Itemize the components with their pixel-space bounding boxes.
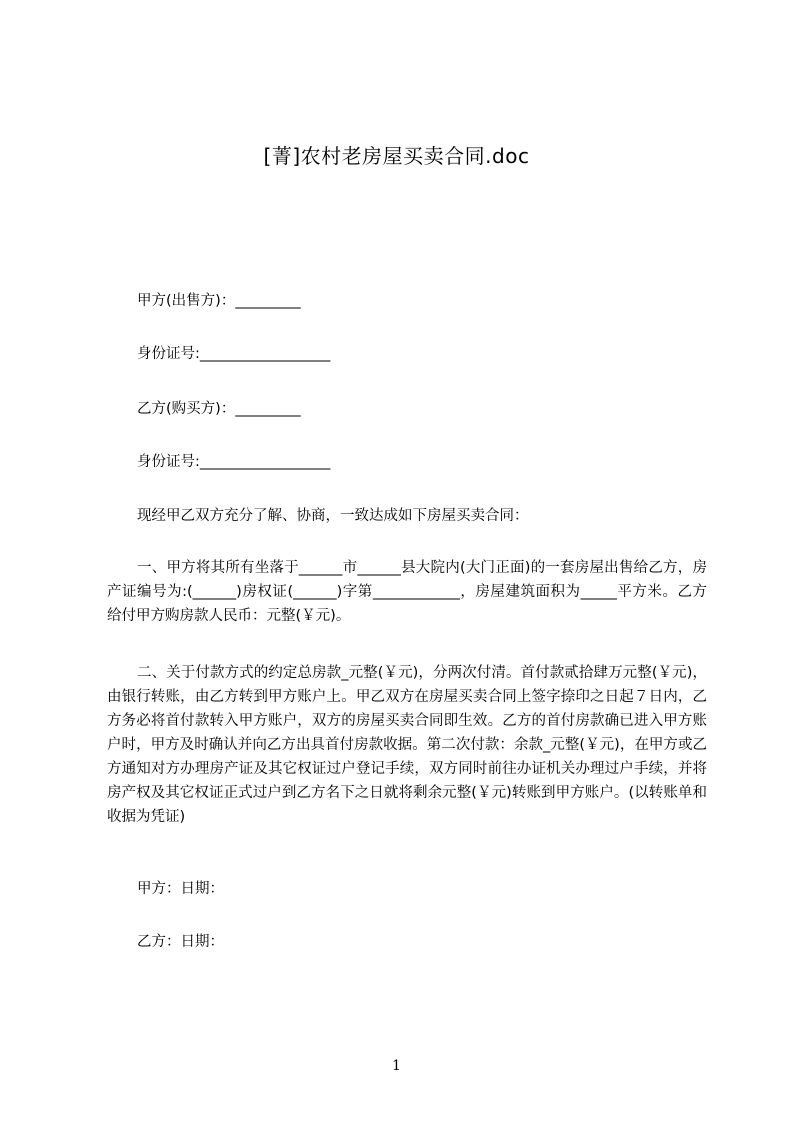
party-b-signature-line: 乙方：日期： — [137, 934, 224, 950]
party-b-id-line: 身份证号:__________________ — [137, 454, 331, 470]
clause-1-paragraph: 一、甲方将其所有坐落于______市______县大院内(大门正面)的一套房屋出售给乙方，房产证编号为:(______)房权证(______)字第____________，房屋建筑面积为_____平方米。乙方给付甲方购房款人民币：元整(￥元)。 — [107, 560, 707, 624]
clause-2-paragraph: 二、关于付款方式的约定总房款_元整(￥元)，分两次付清。首付款贰拾肆万元整(￥元)，由银行转账，由乙方转到甲方账户上。甲乙双方在房屋买卖合同上签字捺印之日起７日内，乙方务必将首付款转入甲方账户，双方的房屋买卖合同即生效。乙方的首付房款确已进入甲方账户时，甲方及时确认并向乙方出具首付房款收据。第二次付款：余款_元整(￥元)，在甲方或乙方通知对方办理房产证及其它权证过户登记手续，双方同时前往办证机关办理过户手续，并将房产权及其它权证正式过户到乙方名下之日就将剩余元整(￥元)转账到甲方账户。(以转账单和收据为凭证) — [107, 665, 707, 825]
party-a-id-line: 身份证号:__________________ — [137, 346, 331, 362]
intro-paragraph: 现经甲乙双方充分了解、协商，一致达成如下房屋买卖合同： — [137, 508, 529, 524]
party-a-signature-line: 甲方：日期： — [137, 881, 224, 897]
party-b-line: 乙方(购买方)：_________ — [137, 401, 301, 417]
page-number: 1 — [392, 1058, 401, 1074]
party-a-line: 甲方(出售方)：_________ — [137, 293, 301, 309]
document-title: [菁]农村老房屋买卖合同.doc — [263, 144, 530, 168]
